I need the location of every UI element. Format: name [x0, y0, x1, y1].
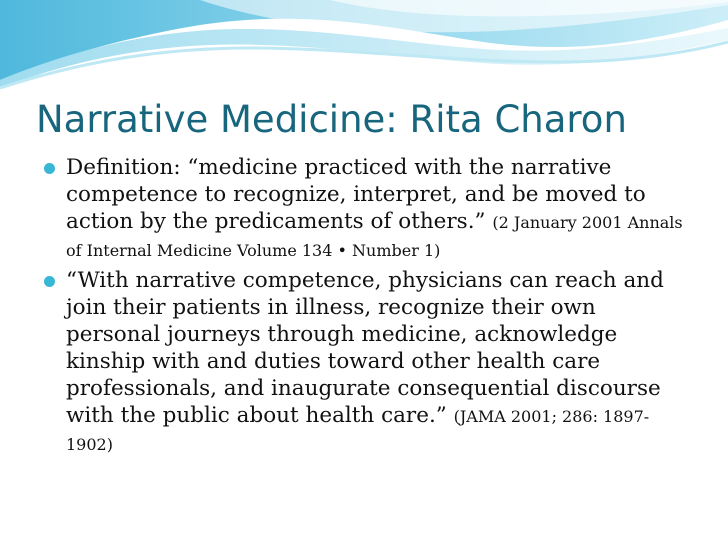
bullet-citation: (2 January 2001 Annals of Internal Medicine Volume 134 • Number 1)	[66, 213, 683, 260]
bullet-text: Definition: “medicine practiced with the narrative competence to recognize, interpret, and be moved to action by the predicaments of others.”	[66, 155, 646, 234]
bullet-item-quote	[44, 267, 684, 458]
bullet-item-definition	[44, 154, 684, 264]
bullet-text: “With narrative competence, physicians can reach and join their patients in illness, recognize their own personal journeys through medicine, acknowledge kinship with and duties toward other health care professionals, and inaugurate consequential discourse with the public about health care.”	[66, 268, 664, 428]
slide-title: Narrative Medicine: Rita Charon	[36, 98, 627, 141]
bullet-dot-icon	[44, 276, 55, 287]
bullet-citation: (JAMA 2001; 286: 1897-1902)	[66, 407, 650, 454]
bullet-list	[44, 154, 684, 461]
bullet-dot-icon	[44, 163, 55, 174]
